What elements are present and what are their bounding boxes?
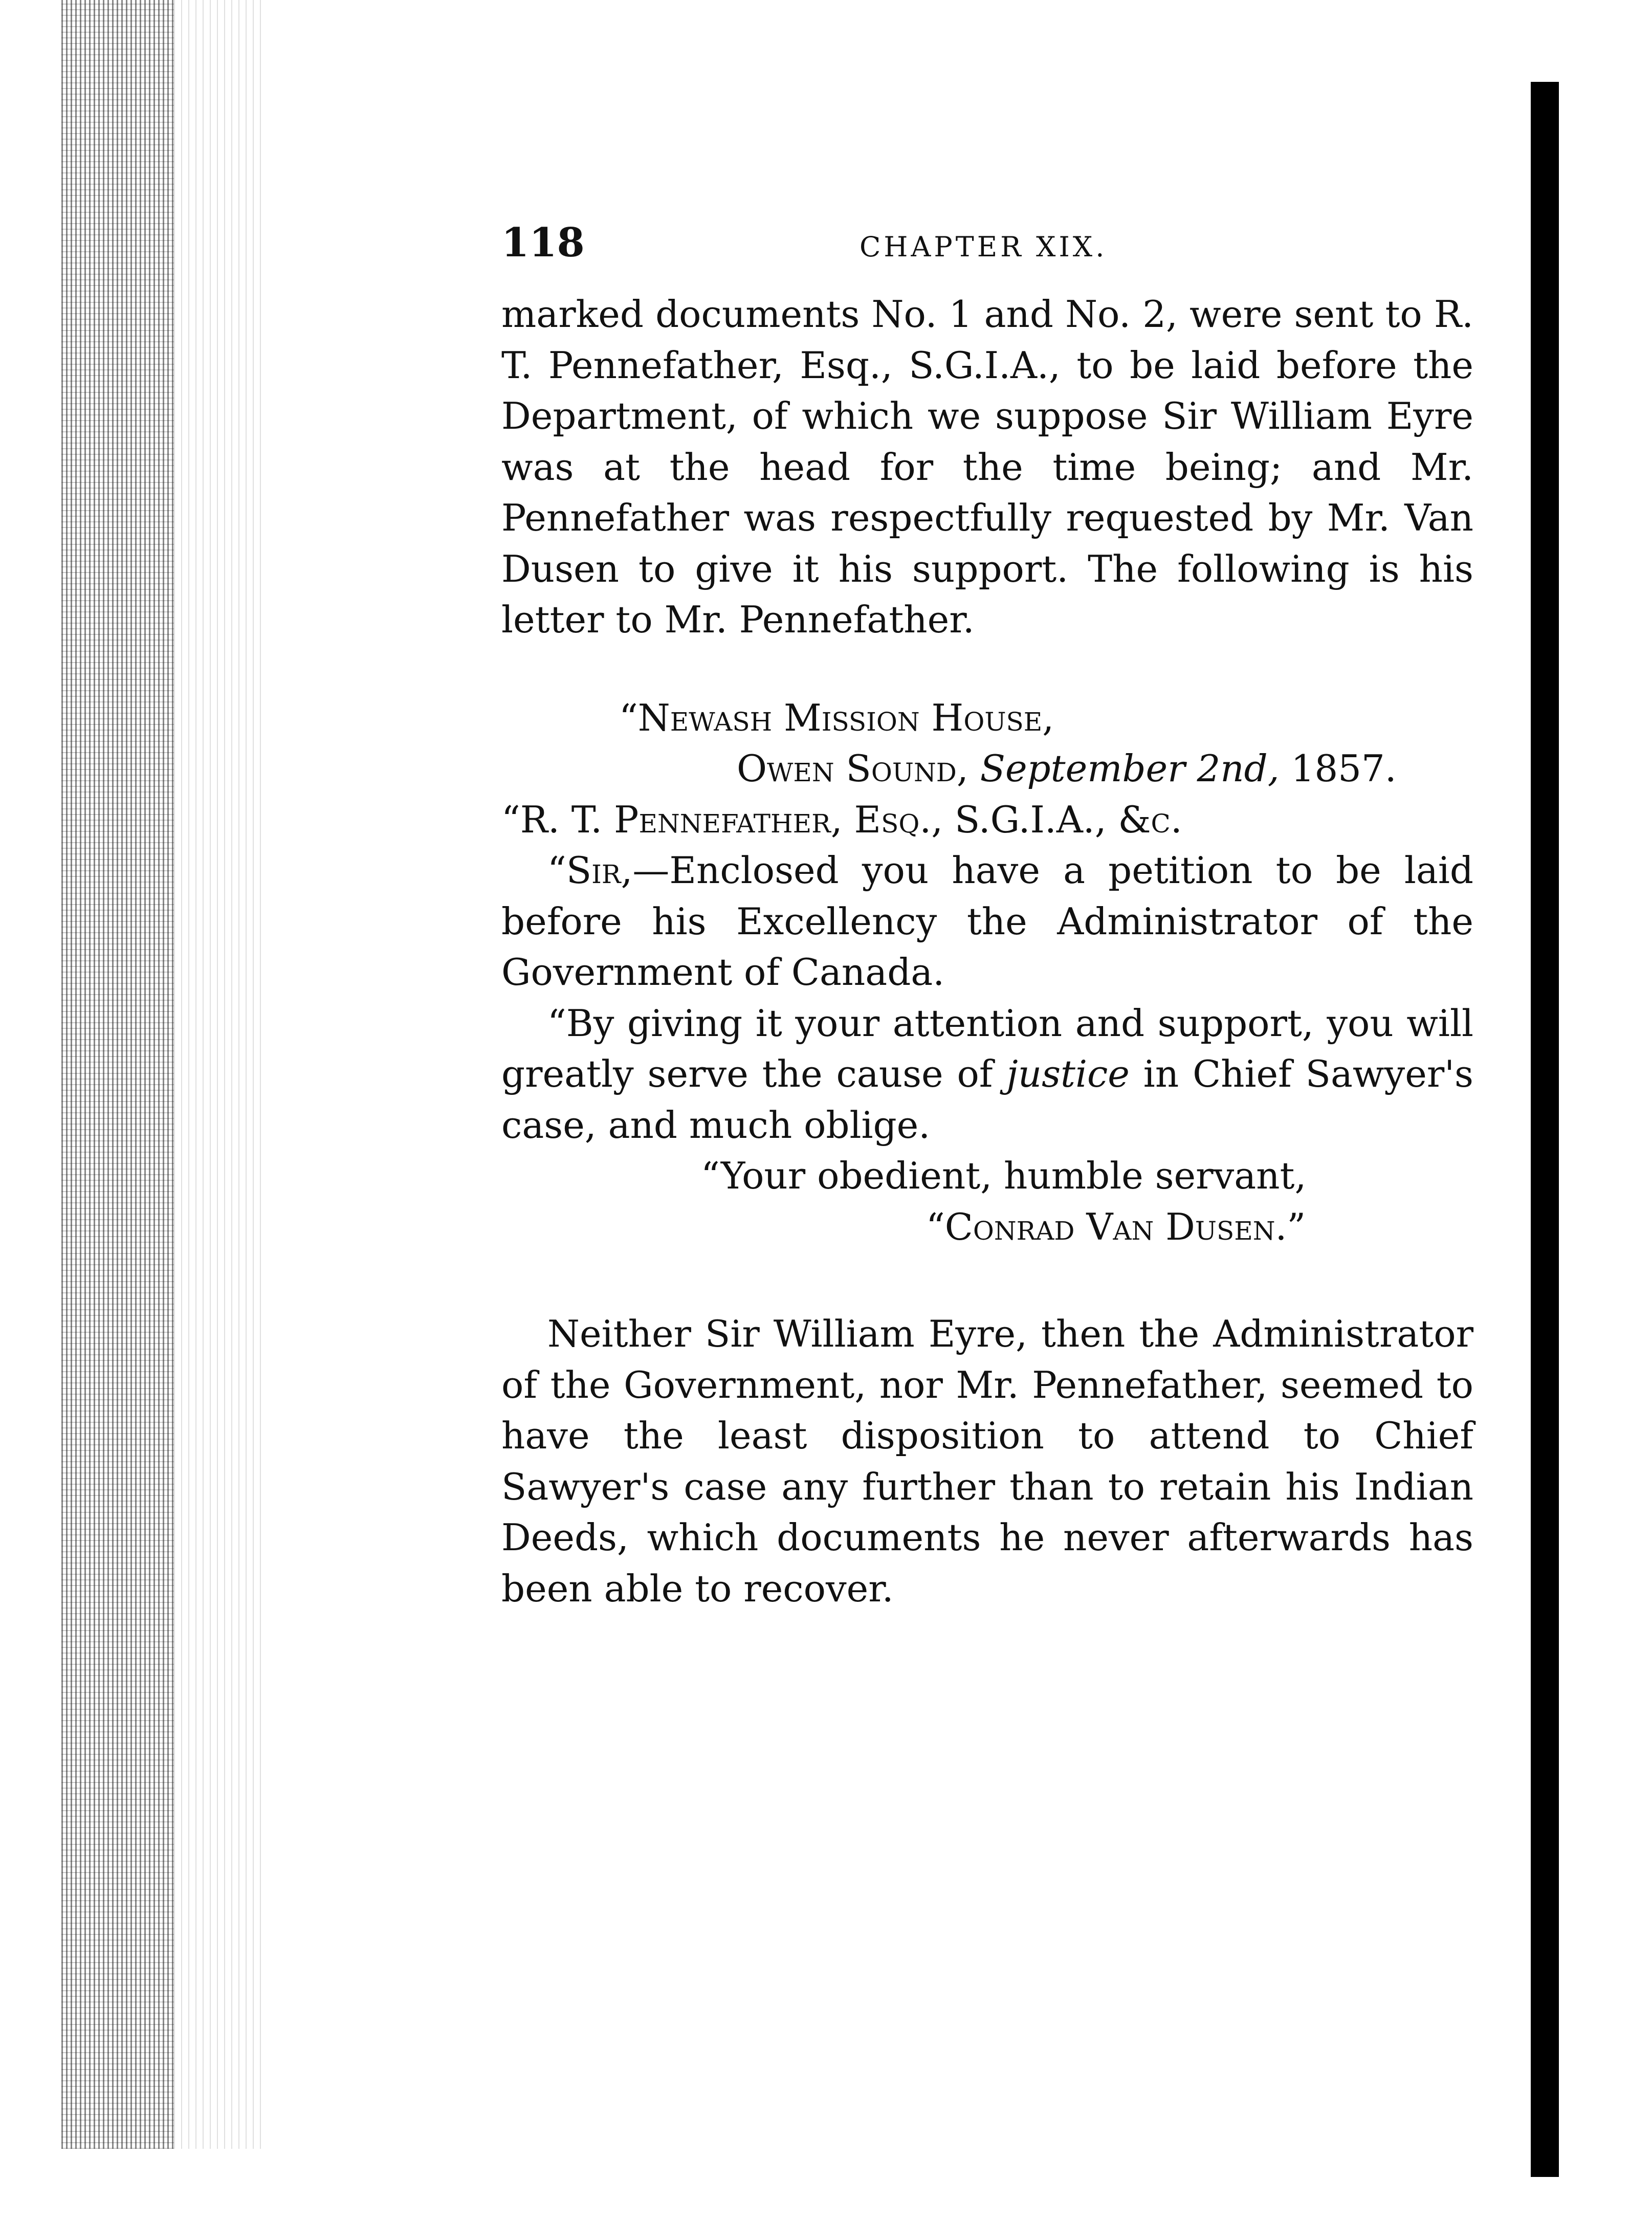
page-text	[501, 289, 1473, 1614]
letter-paragraph-1-text: ,—Enclosed you have a petition to be laid before his Excellency the Administrator of the Government of Canada.	[501, 849, 1473, 994]
letter-heading-town: Owen Sound,	[737, 747, 968, 790]
letter-paragraph-2-end: in Chief Sawyer's case, and much oblige.	[501, 1052, 1473, 1147]
salutation-quote: “	[547, 849, 566, 892]
letter	[501, 693, 1473, 1253]
page-binding-edge	[61, 0, 174, 2149]
page-header	[501, 217, 1120, 274]
letter-heading-date-line	[501, 743, 1473, 795]
letter-paragraph-2	[501, 998, 1473, 1151]
letter-paragraph-2-start: “By giving it your attention and support, you will greatly serve the cause of	[501, 1001, 1473, 1095]
opening-paragraph: marked documents No. 1 and No. 2, were sent to R. T. Pennefather, Esq., S.G.I.A., to be laid before the Department, of which we suppose Sir William Eyre was at the head for the time being; and Mr. Pennefather was respectfully requested by Mr. Van Dusen to give it his support. The following is his letter to Mr. Pennefather.	[501, 293, 1473, 641]
letter-paragraph-1	[501, 845, 1473, 998]
letter-paragraph-2-emphasis: justice	[1006, 1052, 1130, 1095]
page-number: 118	[501, 219, 585, 266]
salutation-name: Sir	[566, 849, 621, 892]
page-binding-shadow	[174, 0, 266, 2149]
letter-heading-date: September 2nd,	[980, 747, 1280, 790]
letter-addressee: “R. T. Pennefather, Esq., S.G.I.A., &c.	[501, 798, 1182, 841]
letter-heading-year: 1857.	[1291, 747, 1397, 790]
letter-heading-place: “Newash Mission House,	[619, 696, 1054, 739]
letter-signature: “Conrad Van Dusen.”	[926, 1205, 1306, 1248]
letter-closing: “Your obedient, humble servant,	[701, 1154, 1307, 1197]
closing-paragraph: Neither Sir William Eyre, then the Administrator of the Government, nor Mr. Pennefather, seemed to have the least disposition to attend to Chief Sawyer's case any further than to retain his Indian Deeds, which documents he never afterwards has been able to recover.	[501, 1312, 1473, 1610]
running-head: CHAPTER XIX.	[860, 231, 1108, 263]
page-edge-shadow	[1531, 82, 1559, 2177]
